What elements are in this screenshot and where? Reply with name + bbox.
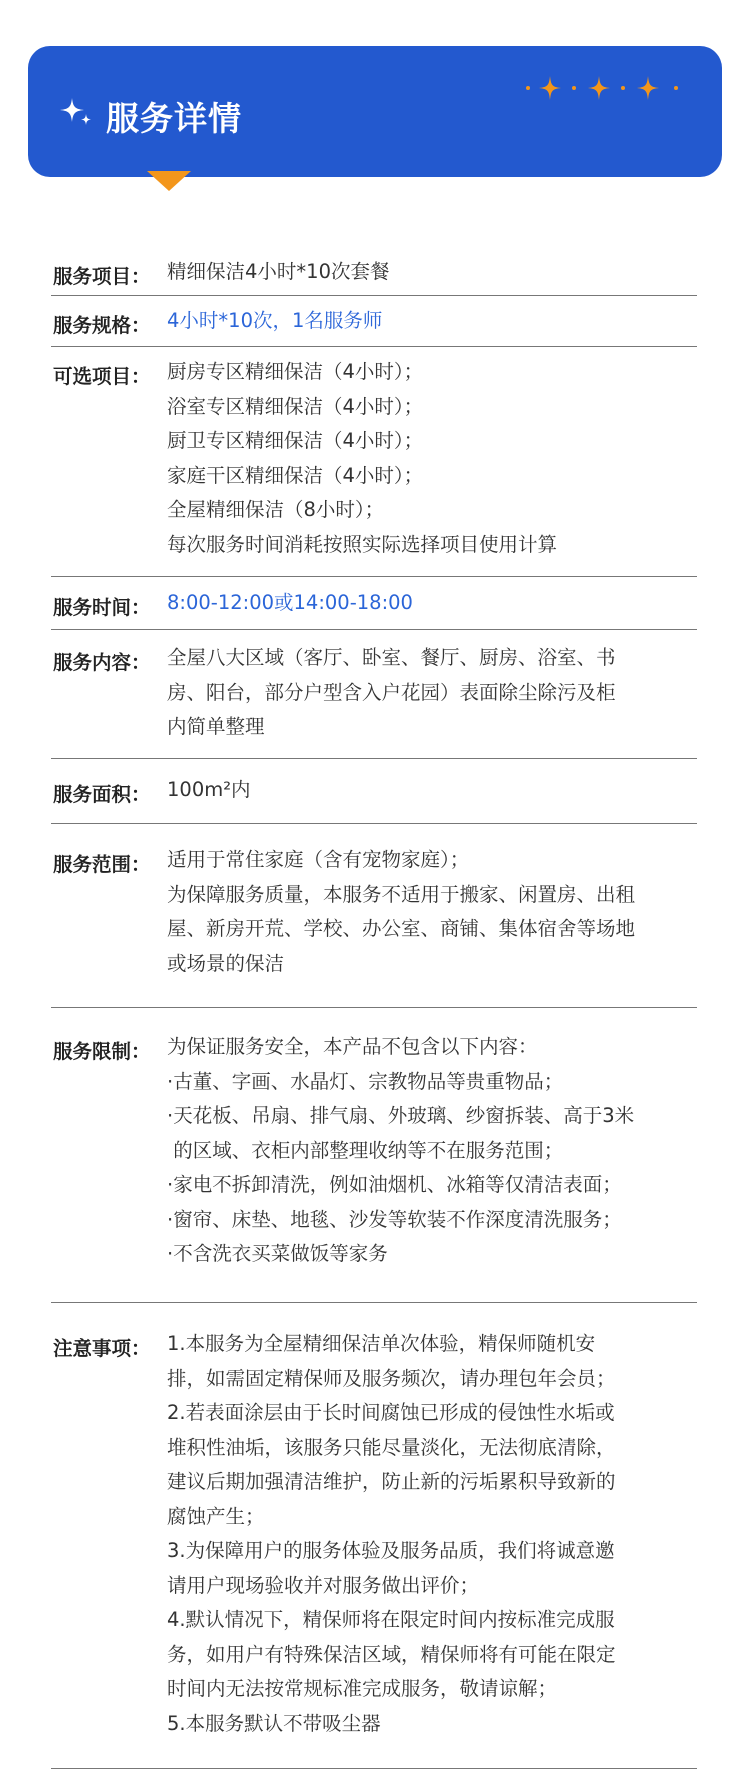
notes-line: 腐蚀产生；	[167, 1504, 265, 1528]
row-service-scope	[51, 824, 697, 1008]
row-service-item	[51, 249, 697, 296]
value-service-time: 8:00-12:00或14:00-18:00	[167, 591, 413, 614]
value-service-area: 100m²内	[167, 778, 251, 801]
label-service-area: 服务面积：	[53, 783, 151, 806]
limits-line: ·天花板、吊扇、排气扇、外玻璃、纱窗拆装、高于3米	[167, 1104, 635, 1127]
row-optional-items	[51, 347, 697, 577]
scope-line: 为保障服务质量，本服务不适用于搬家、闲置房、出租	[167, 882, 636, 906]
content-line: 内简单整理	[167, 715, 265, 738]
optional-item: 浴室专区精细保洁（4小时）；	[167, 394, 424, 418]
notes-line: 时间内无法按常规标准完成服务，敬请谅解；	[167, 1677, 558, 1700]
service-details	[51, 249, 697, 1769]
notes-line: 2.若表面涂层由于长时间腐蚀已形成的侵蚀性水垢或	[167, 1401, 615, 1424]
notes-line: 堆积性油垢，该服务只能尽量淡化，无法彻底清除，	[167, 1435, 616, 1459]
label-service-scope: 服务范围：	[53, 853, 151, 876]
value-service-spec: 4小时*10次，1名服务师	[167, 309, 383, 332]
row-service-content	[51, 630, 697, 759]
label-notes: 注意事项：	[53, 1337, 151, 1360]
notes-line: 5.本服务默认不带吸尘器	[167, 1711, 381, 1735]
scope-line: 适用于常住家庭（含有宠物家庭）；	[167, 848, 470, 871]
value-service-item: 精细保洁4小时*10次套餐	[167, 260, 390, 283]
notes-line: 4.默认情况下，精保师将在限定时间内按标准完成服	[167, 1608, 615, 1631]
limits-line: 的区域、衣柜内部整理收纳等不在服务范围；	[167, 1138, 564, 1162]
row-service-area	[51, 759, 697, 824]
optional-item: 家庭干区精细保洁（4小时）；	[167, 463, 424, 487]
label-service-limits: 服务限制：	[53, 1040, 151, 1063]
row-service-time	[51, 577, 697, 630]
limits-line: ·窗帘、床垫、地毯、沙发等软装不作深度清洗服务；	[167, 1207, 622, 1231]
row-service-spec	[51, 296, 697, 347]
limits-line: ·古董、字画、水晶灯、宗教物品等贵重物品；	[167, 1069, 564, 1093]
scope-line: 或场景的保洁	[167, 951, 285, 975]
notes-line: 1.本服务为全屋精细保洁单次体验，精保师随机安	[167, 1332, 596, 1355]
label-service-spec: 服务规格：	[53, 314, 151, 337]
orange-sparkles-icon	[524, 70, 682, 106]
notes-line: 务，如用户有特殊保洁区域，精保师将有可能在限定	[167, 1642, 616, 1666]
scope-line: 屋、新房开荒、学校、办公室、商铺、集体宿舍等场地	[167, 917, 636, 940]
label-service-content: 服务内容：	[53, 651, 151, 674]
label-optional-items: 可选项目：	[53, 365, 151, 388]
limits-line: ·不含洗衣买菜做饭等家务	[167, 1242, 388, 1265]
notes-line: 3.为保障用户的服务体验及服务品质，我们将诚意邀	[167, 1539, 615, 1562]
content-line: 房、阳台，部分户型含入户花园）表面除尘除污及柜	[167, 680, 616, 704]
optional-item: 厨房专区精细保洁（4小时）；	[167, 360, 424, 383]
row-notes	[51, 1303, 697, 1769]
label-service-item: 服务项目：	[53, 265, 151, 288]
header-banner	[28, 46, 722, 177]
limits-line: ·家电不拆卸清洗，例如油烟机、冰箱等仅清洁表面；	[167, 1173, 622, 1196]
optional-item: 厨卫专区精细保洁（4小时）；	[167, 429, 424, 452]
label-service-time: 服务时间：	[53, 596, 151, 619]
row-service-limits	[51, 1008, 697, 1303]
sparkle-icon	[58, 96, 94, 132]
optional-item-note: 每次服务时间消耗按照实际选择项目使用计算	[167, 532, 558, 556]
banner-pointer	[147, 171, 191, 191]
notes-line: 请用户现场验收并对服务做出评价；	[167, 1573, 480, 1597]
limits-line: 为保证服务安全，本产品不包含以下内容：	[167, 1035, 538, 1058]
content-line: 全屋八大区域（客厅、卧室、餐厅、厨房、浴室、书	[167, 646, 616, 669]
optional-item: 全屋精细保洁（8小时）；	[167, 498, 385, 521]
notes-line: 建议后期加强清洁维护，防止新的污垢累积导致新的	[167, 1470, 616, 1493]
notes-line: 排，如需固定精保师及服务频次，请办理包年会员；	[167, 1366, 616, 1390]
page-title: 服务详情	[106, 99, 242, 138]
